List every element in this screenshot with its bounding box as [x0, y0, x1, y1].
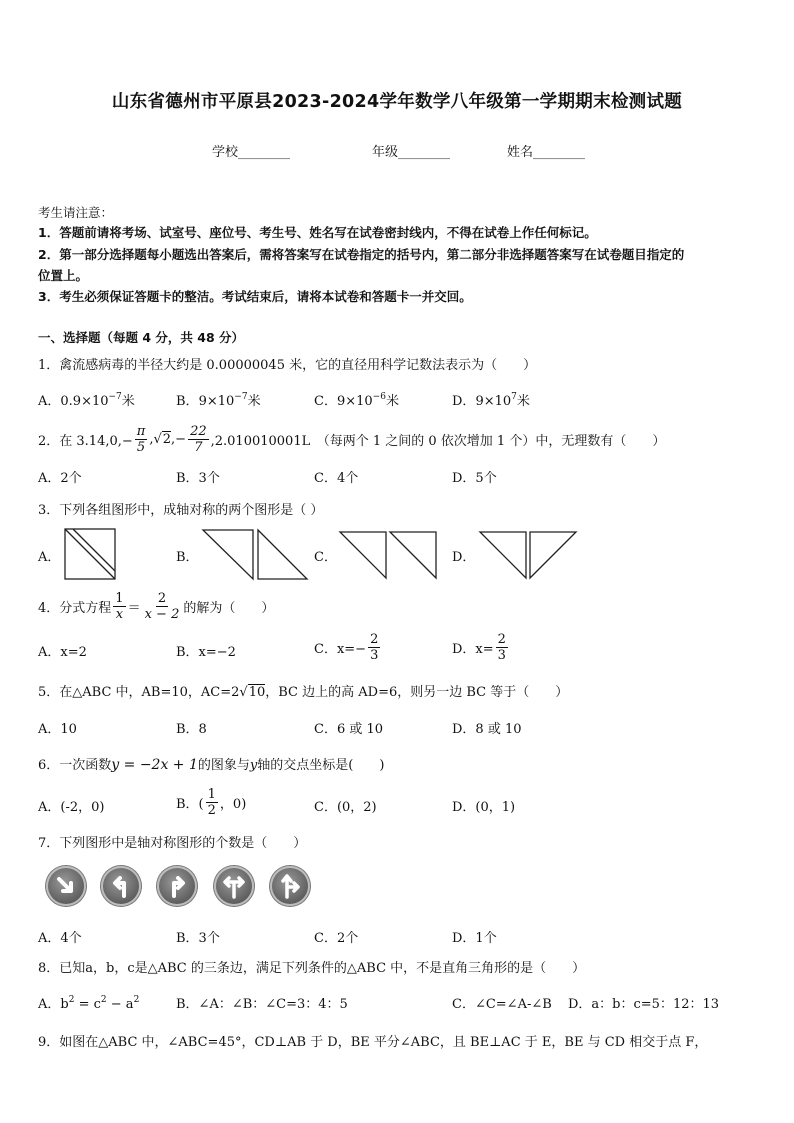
stem-text: ，BC 边上的高 AD=6，则另一边 BC 等于（ ） — [265, 685, 569, 700]
right-fork-icon — [270, 866, 310, 906]
stem-text: 5．在△ABC 中，AB=10，AC=2 — [38, 685, 240, 700]
option-text: = c — [74, 997, 101, 1012]
q7-option-b[interactable]: B．3个 — [176, 931, 220, 946]
sqrt-radicand: 2 — [162, 432, 172, 447]
fraction-22-over-7: $\frac{22}{7}$ — [190, 423, 207, 455]
q6-option-d[interactable]: D．(0，1) — [452, 800, 516, 815]
fraction-2-over-x-minus-2: $\frac{2}{x - 2}$ — [144, 590, 180, 622]
notice-item: 位置上。 — [38, 268, 89, 283]
school-field[interactable]: 学校________ — [212, 145, 291, 160]
question-3-stem: 3．下列各组图形中，成轴对称的两个图形是（ ） — [38, 503, 324, 518]
stem-text: ,− — [171, 431, 187, 447]
option-unit: 米 — [121, 394, 135, 409]
option-label: A． — [38, 394, 61, 409]
option-exponent: −7 — [234, 392, 248, 402]
option-label: C． — [314, 394, 337, 409]
stem-text: 2．在 3.14,0,− — [38, 433, 133, 449]
stem-text: 轴的交点坐标是( ) — [257, 758, 385, 773]
stem-text: 4．分式方程 — [38, 600, 112, 616]
q7-option-d[interactable]: D．1个 — [452, 931, 497, 946]
question-7-stem: 7．下列图形中是轴对称图形的个数是（ ） — [38, 836, 307, 851]
q8-option-a[interactable] — [38, 993, 139, 1012]
option-exponent: −7 — [108, 392, 122, 402]
notice-item: 1．答题前请将考场、试室号、座位号、考生号、姓名写在试卷密封线内，不得在试卷上作任何标记。 — [38, 225, 597, 240]
q4-option-a[interactable]: A．x=2 — [38, 645, 87, 660]
q2-option-a[interactable]: A．2个 — [38, 471, 82, 486]
exponent: 2 — [133, 995, 140, 1005]
question-2-stem — [38, 422, 665, 456]
q1-option-b[interactable] — [176, 390, 261, 409]
fraction-2-over-3: $\frac{2}{3}$ — [370, 631, 379, 663]
notice-item: 3．考生必须保证答题卡的整洁。考试结束后，请将本试卷和答题卡一并交回。 — [38, 289, 472, 304]
option-exponent: −6 — [372, 392, 386, 402]
option-label: B． — [176, 394, 199, 409]
q8-option-b[interactable]: B．∠A：∠B：∠C=3：4：5 — [176, 997, 348, 1012]
q7-option-c[interactable]: C．2个 — [314, 931, 359, 946]
q3-figure-b — [200, 528, 312, 582]
question-9-stem: 9．如图在△ABC 中，∠ABC=45°，CD⊥AB 于 D，BE 平分∠ABC，且 BE⊥AC 于 E，BE 与 CD 相交于点 F， — [38, 1035, 708, 1050]
question-8-stem: 8．已知a，b，c是△ABC 的三条边，满足下列条件的△ABC 中，不是直角三角形的是（ ） — [38, 961, 586, 976]
option-label: B．( — [176, 796, 204, 812]
option-exponent: 7 — [511, 392, 517, 402]
sqrt-sign: √ — [153, 431, 162, 447]
stem-text: , — [149, 431, 154, 447]
notice-item: 2．第一部分选择题每小题选出答案后，需将答案写在试卷指定的括号内，第二部分非选择题答案写在试卷题目指定的 — [38, 247, 685, 262]
q6-option-a[interactable]: A．(-2，0) — [38, 800, 105, 815]
q4-option-c[interactable] — [314, 628, 382, 666]
q5-option-b[interactable]: B．8 — [176, 722, 207, 737]
question-5-stem — [38, 681, 568, 700]
q8-option-c[interactable]: C．∠C=∠A-∠B — [452, 997, 552, 1012]
t-junction-icon — [214, 866, 254, 906]
section-heading: 一、选择题（每题 4 分，共 48 分） — [38, 330, 245, 345]
q6-option-b[interactable] — [176, 783, 246, 821]
option-base: 0.9×10 — [60, 394, 109, 409]
q3-option-d[interactable]: D． — [452, 550, 476, 565]
turn-right-icon — [157, 866, 197, 906]
stem-text: 的解为（ ） — [183, 600, 275, 616]
q5-option-d[interactable]: D．8 或 10 — [452, 722, 522, 737]
q3-figure-a — [62, 528, 118, 580]
fraction-pi-over-5: $\frac{\pi}{5}$ — [136, 423, 146, 455]
q2-option-b[interactable]: B．3个 — [176, 471, 220, 486]
q8-option-d[interactable]: D．a：b：c=5：12：13 — [568, 997, 720, 1012]
option-base: 9×10 — [336, 394, 373, 409]
fraction-1-over-2: $\frac{1}{2}$ — [207, 786, 216, 818]
q5-option-a[interactable]: A．10 — [38, 722, 77, 737]
stem-text: 的图象与 — [197, 758, 250, 773]
option-label: C．x=− — [314, 641, 367, 657]
sqrt-sign: √ — [239, 685, 248, 700]
exponent: 2 — [100, 995, 107, 1005]
grade-field[interactable]: 年级________ — [372, 145, 451, 160]
q2-option-c[interactable]: C．4个 — [314, 471, 359, 486]
arrow-down-right-icon — [46, 866, 86, 906]
option-label: D．x= — [452, 641, 494, 657]
question-4-stem — [38, 588, 274, 624]
q1-option-a[interactable] — [38, 390, 135, 409]
option-unit: 米 — [385, 394, 399, 409]
q4-option-d[interactable] — [452, 628, 510, 666]
option-text: ，0) — [219, 796, 247, 812]
question-1-stem: 1．禽流感病毒的半径大约是 0.00000045 米，它的直径用科学记数法表示为（ ） — [38, 358, 537, 373]
fraction-1-over-x: $\frac{1}{x}$ — [115, 590, 124, 622]
q1-option-d[interactable] — [452, 390, 530, 409]
option-unit: 米 — [247, 394, 261, 409]
notice-heading: 考生请注意： — [38, 205, 114, 220]
turn-left-icon — [101, 866, 141, 906]
q3-figure-c — [338, 530, 440, 582]
option-unit: 米 — [516, 394, 530, 409]
q3-option-b[interactable]: B． — [176, 550, 199, 565]
q2-option-d[interactable]: D．5个 — [452, 471, 497, 486]
stem-text: 6．一次函数 — [38, 758, 112, 773]
q3-option-c[interactable]: C． — [314, 550, 337, 565]
q3-option-a[interactable]: A． — [38, 550, 61, 565]
page-title: 山东省德州市平原县2023-2024学年数学八年级第一学期期末检测试题 — [111, 92, 683, 112]
sqrt-radicand: 10 — [248, 685, 266, 700]
q3-figure-d — [478, 530, 580, 582]
question-6-stem — [38, 754, 384, 773]
exponent: 2 — [68, 995, 75, 1005]
option-text: − a — [106, 997, 134, 1012]
q6-option-c[interactable]: C．(0，2) — [314, 800, 377, 815]
q7-option-a[interactable]: A．4个 — [38, 931, 82, 946]
option-base: 9×10 — [198, 394, 235, 409]
option-label: D． — [452, 394, 476, 409]
function-expression: y = −2x + 1 — [111, 757, 198, 773]
equals-sign: ＝ — [127, 600, 141, 616]
stem-text: ,2.010010001L （每两个 1 之间的 0 依次增加 1 个）中，无理数有（ ） — [210, 433, 666, 449]
name-field[interactable]: 姓名________ — [507, 145, 586, 160]
q4-option-b[interactable]: B．x=−2 — [176, 645, 236, 660]
q1-option-c[interactable] — [314, 390, 399, 409]
option-label: A．b — [38, 997, 69, 1012]
q5-option-c[interactable]: C．6 或 10 — [314, 722, 384, 737]
option-base: 9×10 — [475, 394, 512, 409]
fraction-2-over-3: $\frac{2}{3}$ — [497, 631, 506, 663]
axis-variable: y — [249, 758, 258, 773]
